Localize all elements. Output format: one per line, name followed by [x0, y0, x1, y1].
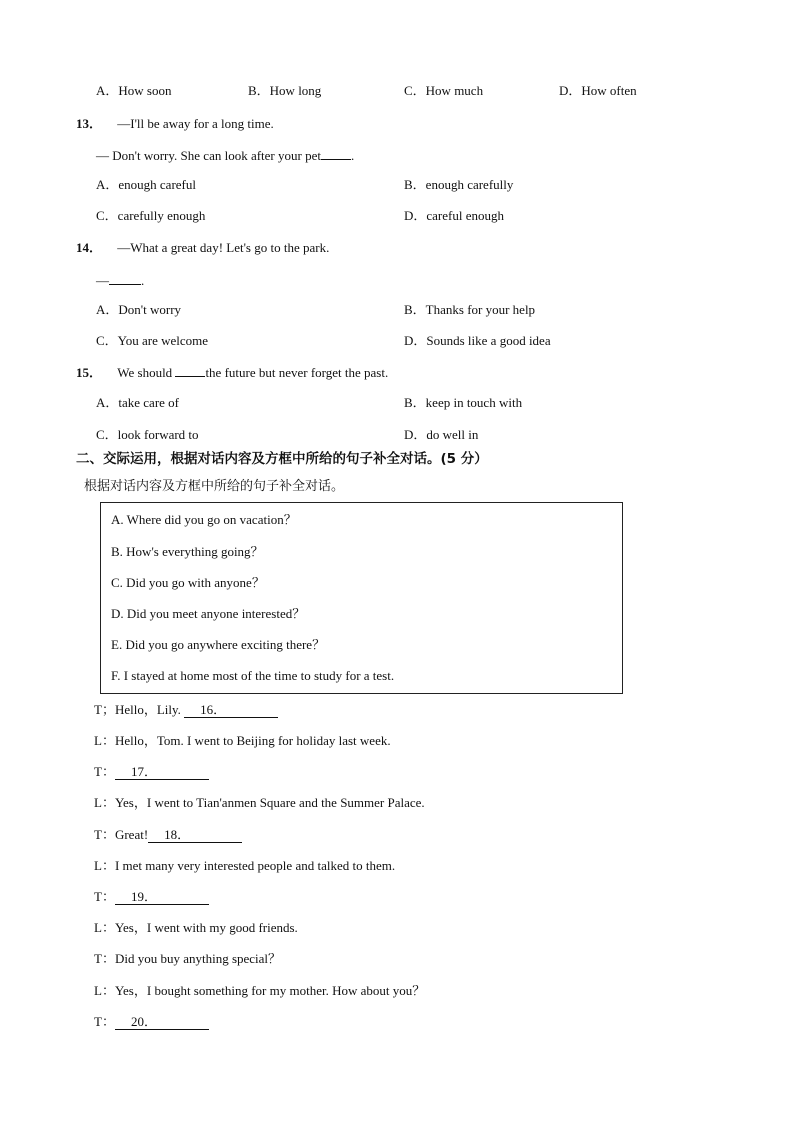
section-heading: 二、交际运用，根据对话内容及方框中所给的句子补全对话。(5 分） — [76, 451, 488, 467]
line-text: Yes，I went to Tian'anmen Square and the Summer Palace. — [114, 795, 425, 810]
line-text: Great! — [114, 827, 149, 842]
q15-option-b: B．keep in touch with — [404, 395, 523, 410]
answer-blank-18: 18． — [148, 827, 242, 843]
speaker: T： — [94, 951, 115, 966]
question-number: 13． — [76, 116, 103, 131]
q12-option-a: A．How soon — [96, 83, 172, 98]
answer-blank-17: 17． — [115, 764, 209, 780]
q13-reply — [96, 147, 354, 164]
dialogue-line — [94, 951, 281, 967]
speaker: T： — [94, 827, 115, 842]
line-text: I met many very interested people and talked to them. — [114, 858, 396, 873]
q15-option-d: D．do well in — [404, 427, 479, 442]
dialogue-line — [94, 702, 278, 718]
q13-option-d: D．careful enough — [404, 208, 504, 223]
speaker: T： — [94, 1014, 115, 1029]
box-sentence-f: F. I stayed at home most of the time to study for a test. — [111, 668, 395, 683]
question-14 — [76, 240, 329, 256]
question-stem: —I'll be away for a long time. — [117, 116, 274, 131]
q14-option-c: C．You are welcome — [96, 333, 209, 348]
reply-end: . — [350, 148, 355, 163]
answer-blank — [321, 147, 351, 160]
q14-option-d: D．Sounds like a good idea — [404, 333, 551, 348]
speaker: T： — [94, 764, 115, 779]
dialogue-line — [94, 827, 242, 843]
answer-blank — [109, 272, 141, 285]
box-sentence-d: D. Did you meet anyone interested？ — [111, 606, 306, 621]
speaker: L： — [94, 983, 115, 998]
sentence-box — [100, 502, 623, 694]
q12-option-d: D．How often — [559, 83, 637, 98]
q15-option-a: A．take care of — [96, 395, 180, 410]
dialogue-line — [94, 889, 209, 905]
answer-blank-20: 20． — [115, 1014, 209, 1030]
q14-option-a: A．Don't worry — [96, 302, 182, 317]
box-sentence-a: A. Where did you go on vacation？ — [111, 512, 297, 527]
q14-reply — [96, 272, 144, 289]
speaker: L： — [94, 858, 115, 873]
section-instruction: 根据对话内容及方框中所给的句子补全对话。 — [84, 479, 345, 494]
dialogue-line — [94, 920, 298, 936]
speaker: L： — [94, 733, 115, 748]
question-13 — [76, 116, 274, 132]
line-text: Hello，Tom. I went to Beijing for holiday last week. — [114, 733, 391, 748]
question-15 — [76, 364, 388, 381]
dialogue-line — [94, 1014, 209, 1030]
answer-blank — [175, 364, 205, 377]
line-text: Did you buy anything special？ — [114, 951, 282, 966]
reply-text: — — [96, 273, 109, 288]
q13-option-c: C．carefully enough — [96, 208, 206, 223]
question-stem-end: the future but never forget the past. — [205, 365, 389, 380]
answer-blank-19: 19． — [115, 889, 209, 905]
question-number: 14． — [76, 240, 103, 255]
speaker: T： — [94, 889, 115, 904]
q13-option-b: B．enough carefully — [404, 177, 514, 192]
answer-blank-16: 16． — [184, 702, 278, 718]
q13-option-a: A．enough careful — [96, 177, 196, 192]
speaker: L： — [94, 920, 115, 935]
q12-option-c: C．How much — [404, 83, 484, 98]
speaker: T； — [94, 702, 115, 717]
dialogue-line — [94, 858, 395, 874]
q14-option-b: B．Thanks for your help — [404, 302, 536, 317]
reply-end: . — [141, 273, 145, 288]
speaker: L： — [94, 795, 115, 810]
line-text: Yes，I went with my good friends. — [114, 920, 298, 935]
dialogue-line — [94, 733, 391, 749]
line-text: Yes，I bought something for my mother. How about you？ — [114, 983, 426, 998]
dialogue-line — [94, 983, 425, 999]
q12-option-b: B．How long — [248, 83, 322, 98]
reply-text: — Don't worry. She can look after your pet — [96, 148, 321, 163]
q15-option-c: C．look forward to — [96, 427, 199, 442]
dialogue-line — [94, 795, 425, 811]
box-sentence-b: B. How's everything going？ — [111, 544, 264, 559]
dialogue-line — [94, 764, 209, 780]
question-stem: We should — [117, 365, 176, 380]
line-text: Hello，Lily. — [114, 702, 185, 717]
box-sentence-e: E. Did you go anywhere exciting there？ — [111, 637, 326, 652]
box-sentence-c: C. Did you go with anyone？ — [111, 575, 265, 590]
question-stem: —What a great day! Let's go to the park. — [117, 240, 330, 255]
question-number: 15． — [76, 365, 103, 380]
